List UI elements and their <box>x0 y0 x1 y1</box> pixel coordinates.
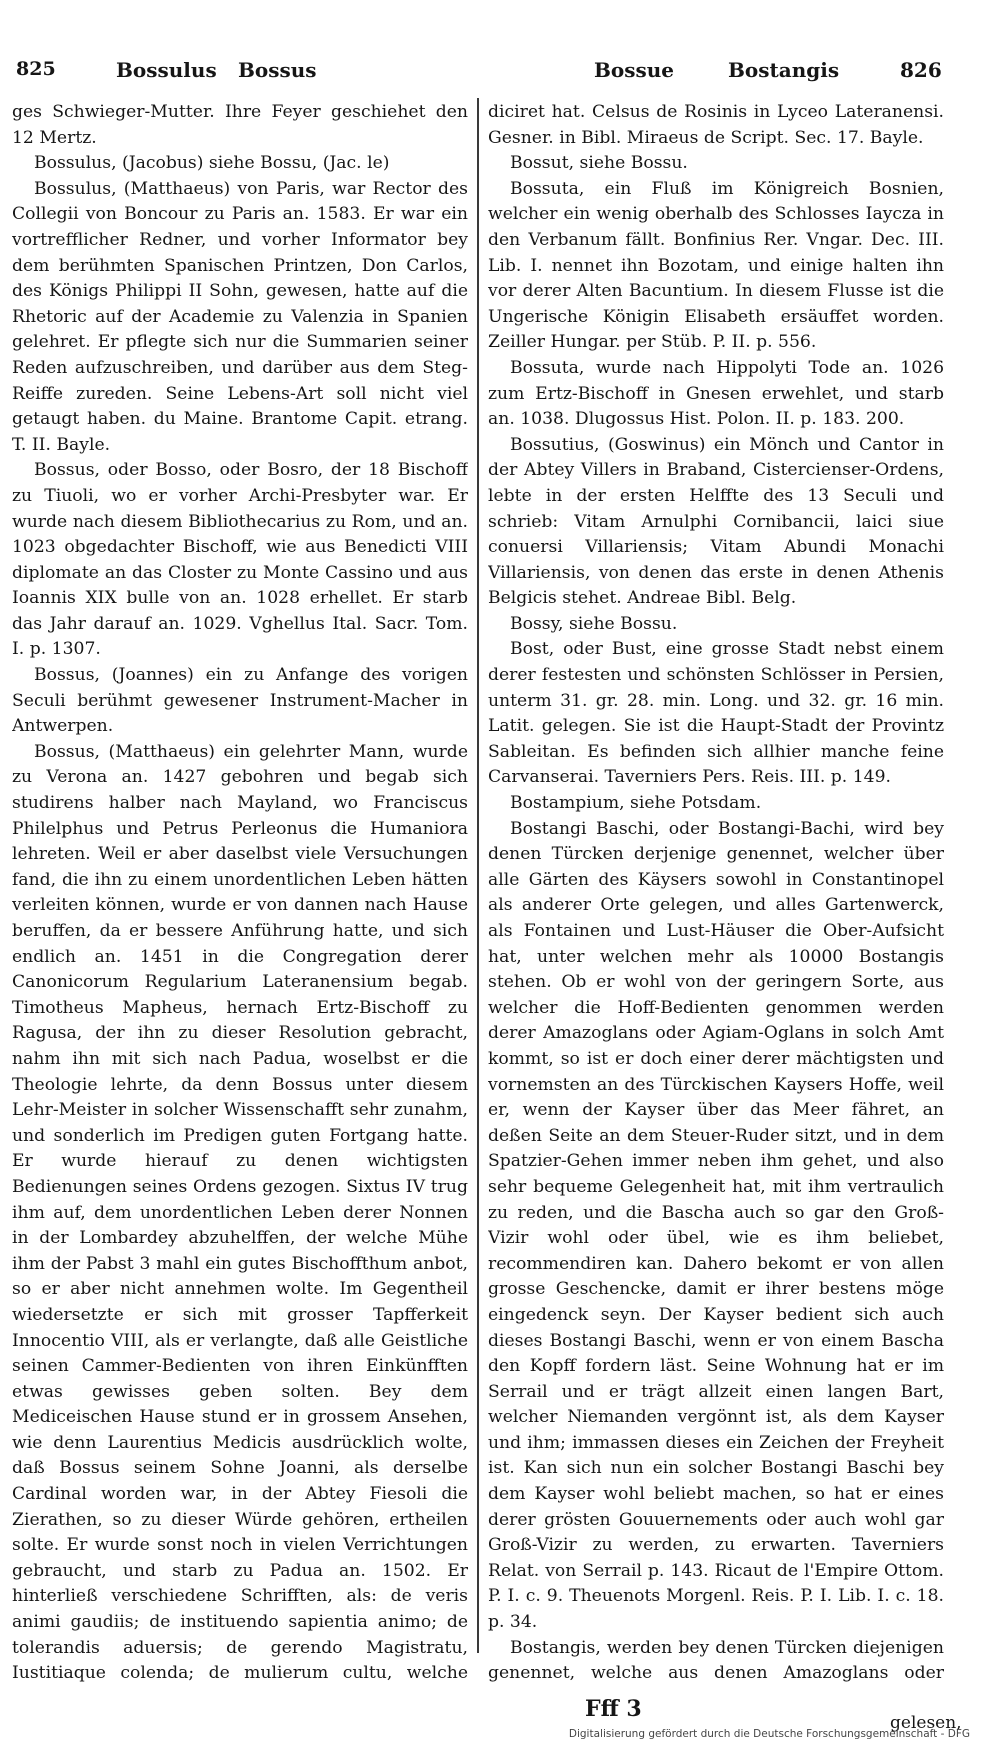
entry-paragraph: Bossulus, (Matthaeus) von Paris, war Rector des Collegii von Boncour zu Paris an. 1583. Er war ein vortrefflicher Redner, und vorher Informator bey dem berühmten Spanischen Printzen, Don Carlos, des Königs Philippi II Sohn, gewesen, hatte auf die Rhetoric auf der Academie zu Valenzia in Spanien gelehret. Er pflegte sich nur die Summarien seiner Reden aufzuschreiben, und darüber aus dem Steg-Reiffe zureden. Seine Lebens-Art soll nicht viel getaugt haben. du Maine. Brantome Capit. etrang. T. II. Bayle. <box>12 178 468 455</box>
entry-paragraph: Bossus, (Joannes) ein zu Anfange des vorigen Seculi berühmt gewesener Instrument-Macher in Antwerpen. <box>12 665 468 737</box>
running-head-keyword-3: Bossue <box>594 58 675 82</box>
left-page-number: 825 <box>16 58 56 80</box>
running-head <box>16 58 946 88</box>
running-head-keyword-2: Bossus <box>238 58 317 82</box>
entry-paragraph: Bossuta, ein Fluß im Königreich Bosnien, welcher ein wenig oberhalb des Schlosses Iaycza in den Verbanum fällt. Bonfinius Rer. Vngar. Dec. III. Lib. I. nennet ihn Bozotam, und einige halten ihn vor derer Alten Bacuntium. In diesem Flusse ist die Ungerische Königin Elisabeth ersäuffet worden. Zeiller Hungar. per Stüb. P. II. p. 556. <box>488 178 944 353</box>
column-divider <box>477 98 479 1653</box>
entry-paragraph: diciret hat. Celsus de Rosinis in Lyceo Lateranensi. Gesner. in Bibl. Miraeus de Script. Sec. 17. Bayle. <box>488 102 944 148</box>
running-head-keyword-1: Bossulus <box>116 58 217 82</box>
entry-paragraph: Bossutius, (Goswinus) ein Mönch und Cantor in der Abtey Villers in Braband, Cistercienser-Ordens, lebte in der ersten Helffte des 13 Seculi und schrieb: Vitam Arnulphi Cornibancii, laici siue conuersi Villariensis; Vitam Abundi Monachi Villariensis, von denen das erste in denen Athenis Belgicis stehet. Andreae Bibl. Belg. <box>488 434 944 609</box>
entry-paragraph: Bossus, oder Bosso, oder Bosro, der 18 Bischoff zu Tiuoli, wo er vorher Archi-Presbyter war. Er wurde nach diesem Bibliothecarius zu Rom, und an. 1023 obgedachter Bischoff, wie aus Benedicti VIII diplomate an das Closter zu Monte Cassino und aus Ioannis XIX bulle von an. 1028 erhellet. Er starb das Jahr darauf an. 1029. Vghellus Ital. Sacr. Tom. I. p. 1307. <box>12 460 468 660</box>
entry-paragraph: ges Schwieger-Mutter. Ihre Feyer geschiehet den 12 Mertz. <box>12 102 468 148</box>
entry-paragraph: Bossuta, wurde nach Hippolyti Tode an. 1026 zum Ertz-Bischoff in Gnesen erwehlet, und starb an. 1038. Dlugossus Hist. Polon. II. p. 183. 200. <box>488 357 944 430</box>
right-page-number: 826 <box>900 58 942 82</box>
digitization-credit: Digitalisierung gefördert durch die Deutsche Forschungsgemeinschaft - DFG <box>568 1728 970 1740</box>
entry-paragraph: Bossy, siehe Bossu. <box>510 613 678 634</box>
signature-mark: Fff 3 <box>585 1696 642 1722</box>
entry-paragraph: Bossus, (Matthaeus) ein gelehrter Mann, wurde zu Verona an. 1427 gebohren und begab sich studirens halber nach Mayland, wo Franciscus Philelphus und Petrus Perleonus die Humaniora lehreten. Weil er aber daselbst viele Versuchungen fand, die ihn zu einem unordentlichen Leben hätten verleiten können, wurde er von dannen nach Hause beruffen, da er bessere Anführung hatte, und sich endlich an. 1451 in die Congregation derer Canonicorum Regularium Lateranensium begab. Timotheus Mapheus, hernach Ertz-Bischoff zu Ragusa, der ihn zu dieser Resolution gebracht, nahm ihn mit sich nach Padua, woselbst er die Theologie lehrte, da denn Bossus unter diesem Lehr-Meister in solcher Wissenschafft sehr zunahm, und sonderlich im Predigen guten Fortgang hatte. Er wurde hierauf zu denen wichtigsten Bedienungen seines Ordens gezogen. Sixtus IV trug ihm auf, dem unordentlichen Leben derer Nonnen in der Lombardey abzuhelffen, der welche Mühe ihm der Pabst 3 mahl ein gutes Bischoffthum anbot, so er aber nicht annehmen wolte. Im Gegentheil wiedersetzte er sich mit grosser Tapfferkeit Innocentio VIII, als er verlangte, daß alle Geistliche seinen Cammer-Bedienten von ihren Einkünfften etwas gewisses geben solten. Bey dem Mediceischen Hause stund er in grossem Ansehen, wie denn Laurentius Medicis ausdrücklich wolte, daß Bossus seinem Sohne Joanni, als derselbe Cardinal worden war, in der Abtey Fiesoli die Zierathen, so zu dieser Würde gehören, ertheilen solte. Er wurde sonst noch in vielen Verrichtungen gebraucht, und starb zu Padua an. 1502. Er hinterließ verschiedene Schrifften, als: de veris animi gaudiis; de instituendo sapientia animo; de tolerandis aduersis; de gerendo Magistratu, Iustitiaque colenda; de mulierum cultu, welche <box>12 741 468 1684</box>
entry-paragraph: Bossulus, (Jacobus) siehe Bossu, (Jac. le) <box>34 153 390 174</box>
catchword: gelesen, <box>890 1713 962 1733</box>
entry-paragraph: Bostampium, siehe Potsdam. <box>510 793 762 814</box>
entry-paragraph: Bostangis, werden bey denen Türcken diejenigen genennet, welche aus denen Amazoglans oder <box>488 1637 944 1684</box>
entry-paragraph: Bost, oder Bust, eine grosse Stadt nebst einem derer festesten und schönsten Schlösser in Persien, unterm 31. gr. 28. min. Long. und 32. gr. 16 min. Latit. gelegen. Sie ist die Haupt-Stadt der Provintz Sableitan. Es befinden sich allhier manche feine Carvanserai. Taverniers Pers. Reis. III. p. 149. <box>488 639 944 788</box>
entry-paragraph: Bossut, siehe Bossu. <box>510 153 688 174</box>
entry-paragraph: Bostangi Baschi, oder Bostangi-Bachi, wird bey denen Türcken derjenige genennet, welcher über alle Gärten des Käysers sowohl in Constantinopel als anderer Orte gelegen, und alles Gartenwerck, als Fontainen und Lust-Häuser die Ober-Aufsicht hat, unter welchen mehr als 10000 Bostangis stehen. Ob er wohl von der geringern Sorte, aus welcher die Hoff-Bedienten genommen werden derer Amazoglans oder Agiam-Oglans in solch Amt kommt, so ist er doch einer derer mächtigsten und vornemsten an des Türckischen Kaysers Hoffe, weil er, wenn der Kayser über das Meer fähret, an deßen Seite an dem Steuer-Ruder sitzt, und in dem Spatzier-Gehen immer neben ihm gehet, und also sehr bequeme Gelegenheit hat, mit ihm vertraulich zu reden, und die Bascha auch so gar den Groß-Vizir wohl oder übel, wie es ihm beliebet, recommendiren kan. Dahero bekomt er von allen grosse Geschencke, damit er ihrer bestens möge eingedenck seyn. Der Kayser bedient sich auch dieses Bostangi Baschi, wenn er von einem Bascha den Kopff fordern läst. Seine Wohnung hat er im Serrail und er trägt allzeit einen langen Bart, welcher Niemanden vergönnt ist, als dem Kayser und ihm; immassen dieses ein Zeichen der Freyheit ist. Kan sich nun ein solcher Bostangi Baschi bey dem Kayser wohl beliebt machen, so hat er eines derer grösten Gouuernements oder auch wohl gar Groß-Vizir zu werden, zu erwarten. Taverniers Relat. von Serrail p. 143. Ricaut de l'Empire Ottom. P. I. c. 9. Theuenots Morgenl. Reis. P. I. Lib. I. c. 18. p. 34. <box>488 818 944 1633</box>
running-head-keyword-4: Bostangis <box>728 58 840 82</box>
left-text-column <box>12 100 468 1690</box>
right-text-column <box>488 100 944 1690</box>
